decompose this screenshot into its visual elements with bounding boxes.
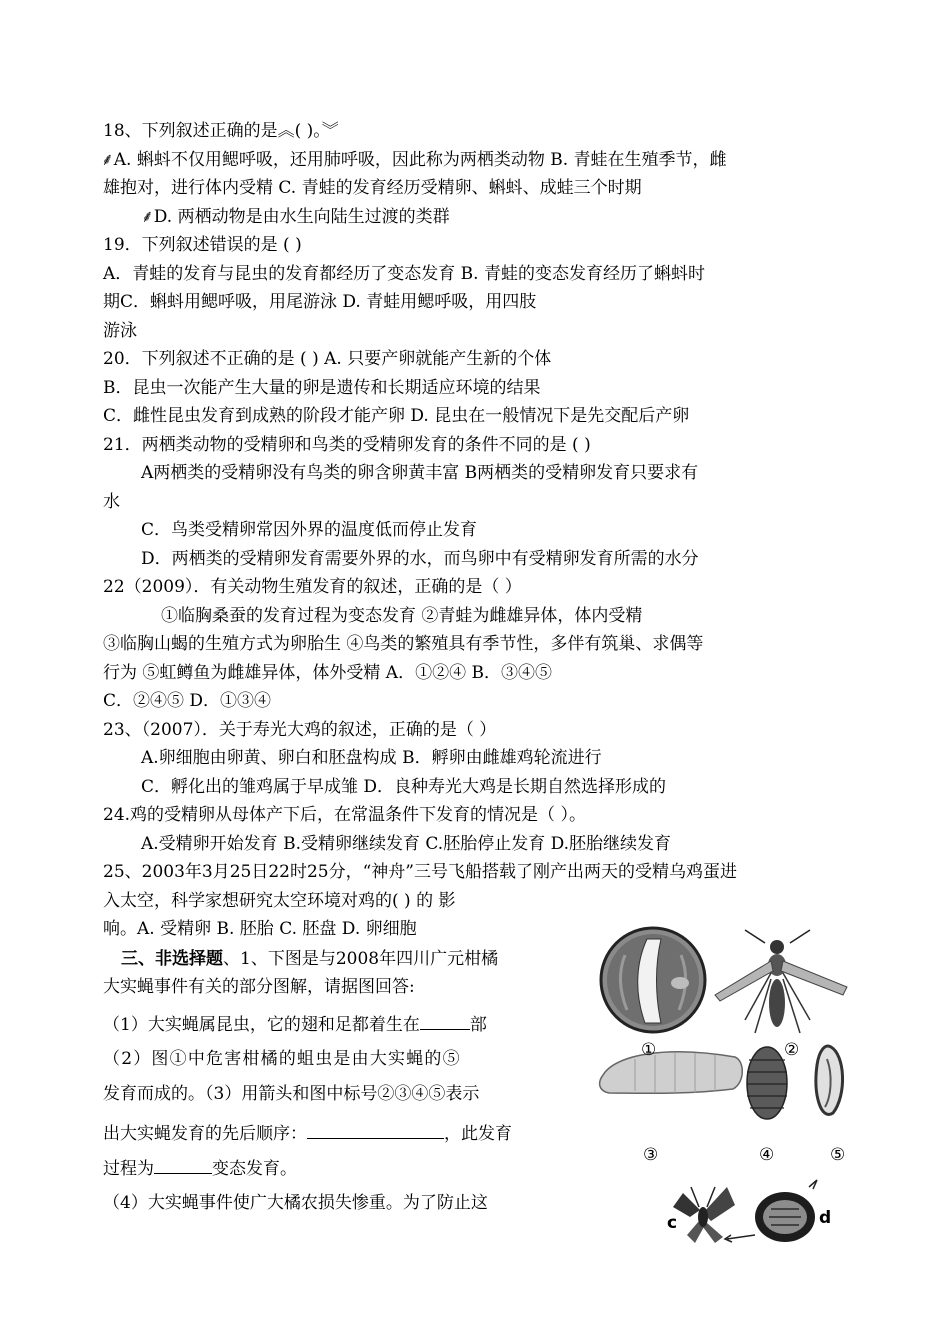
figure-label-c: c	[667, 1213, 678, 1233]
q23-line-1: A.卵细胞由卵黄、卵白和胚盘构成 B．孵卵由雌雄鸡轮流进行	[141, 748, 602, 768]
part1-line	[103, 1011, 487, 1036]
part1-suffix: 部	[469, 1015, 487, 1035]
moth-icon	[673, 1187, 735, 1243]
part2-line: （2）图①中危害柑橘的蛆虫是由大实蝇的⑤	[103, 1049, 461, 1069]
q22-line-1: ①临胸桑蚕的发育过程为变态发育 ②青蛙为雌雄异体，体内受精	[161, 606, 643, 626]
q22-line-4: C．②④⑤ D．①③④	[103, 691, 272, 711]
part4-line: （4）大实蝇事件使广大橘农损失惨重。为了防止这	[103, 1193, 488, 1213]
figure-label-3: ③	[643, 1145, 659, 1165]
q21-line-3: C．鸟类受精卵常因外界的温度低而停止发育	[141, 520, 478, 540]
section3-heading: 三、非选择题	[121, 949, 223, 969]
section3-intro	[121, 948, 498, 970]
q19-line-3: 游泳	[103, 321, 137, 341]
q21-line-4: D．两栖类的受精卵发育需要外界的水，而鸟卵中有受精卵发育所需的水分	[141, 549, 699, 569]
q20-line-2: B．昆虫一次能产生大量的卵是遗传和长期适应环境的结果	[103, 378, 541, 398]
q21-line-2: 水	[103, 492, 120, 512]
figure-label-2: ②	[784, 1040, 800, 1060]
pupa-icon	[747, 1047, 787, 1119]
answer-blank[interactable]	[307, 1120, 444, 1139]
q25-line-3: 响。A. 受精卵 B. 胚胎 C. 胚盘 D. 卵细胞	[103, 919, 417, 939]
q19-line-2: 期C．蝌蚪用鳃呼吸，用尾游泳 D. 青蛙用鳃呼吸，用四肢	[103, 292, 537, 312]
figure-label-1: ①	[641, 1040, 657, 1060]
q20-line-3: C．雌性昆虫发育到成熟的阶段才能产卵 D. 昆虫在一般情况下是先交配后产卵	[103, 406, 690, 426]
q23-stem: 23、（2007）．关于寿光大鸡的叙述，正确的是（ ）	[103, 720, 497, 740]
figure-label-d: d	[819, 1208, 832, 1228]
figure-label-4: ④	[759, 1145, 775, 1165]
q25-line-2: 入太空，科学家想研究太空环境对鸡的( ) 的 影	[103, 891, 456, 911]
section3-intro-line-2: 大实蝇事件有关的部分图解，请据图回答:	[103, 977, 415, 997]
q18-options-a-b: ⸙A. 蝌蚪不仅用鳃呼吸，还用肺呼吸，因此称为两栖类动物 B. 青蛙在生殖季节，雌	[101, 150, 727, 170]
q24-options: A.受精卵开始发育 B.受精卵继续发育 C.胚胎停止发育 D.胚胎继续发育	[141, 834, 672, 854]
q21-stem: 21．两栖类动物的受精卵和鸟类的受精卵发育的条件不同的是 ( )	[103, 435, 591, 455]
q19-stem: 19．下列叙述错误的是 ( )	[103, 235, 302, 255]
q23-line-2: C．孵化出的雏鸡属于早成雏 D．良种寿光大鸡是长期自然选择形成的	[141, 777, 667, 797]
q22-stem: 22（2009）．有关动物生殖发育的叙述，正确的是（ ）	[103, 577, 522, 597]
cocoon-icon	[755, 1192, 815, 1242]
part3-suffix: ，此发育	[444, 1124, 512, 1144]
q22-line-3: 行为 ⑤虹鳟鱼为雌雄异体，体外受精 A．①②④ B．③④⑤	[103, 663, 552, 683]
part3-text: 出大实蝇发育的先后顺序：	[103, 1124, 307, 1144]
q25-line-1: 25、2003年3月25日22时25分，“神舟”三号飞船搭载了刚产出两天的受精乌鸡蛋进	[103, 862, 737, 882]
figure-label-5: ⑤	[830, 1145, 846, 1165]
answer-blank[interactable]	[154, 1155, 212, 1174]
answer-blank[interactable]	[420, 1011, 470, 1030]
q18-stem: 18、下列叙述正确的是︽( )。︾	[103, 121, 339, 141]
q24-stem: 24.鸡的受精卵从母体产下后，在常温条件下发育的情况是（ ）。	[103, 805, 586, 825]
q21-line-1: A两栖类的受精卵没有鸟类的卵含卵黄丰富 B两栖类的受精卵发育只要求有	[141, 463, 699, 483]
part3b-text: 过程为	[103, 1159, 154, 1179]
citrus-fruit-icon	[601, 928, 705, 1032]
part2-3-line: 发育而成的。（3）用箭头和图中标号②③④⑤表示	[103, 1084, 480, 1104]
figure-drawings	[595, 925, 865, 1255]
section3-intro-text: 、1、下图是与2008年四川广元柑橘	[223, 949, 499, 969]
q18-options-b-c: 雄抱对，进行体内受精 C. 青蛙的发育经历受精卵、蝌蚪、成蛙三个时期	[103, 178, 642, 198]
part3-line	[103, 1120, 512, 1145]
part1-text: （1）大实蝇属昆虫，它的翅和足都着生在	[103, 1015, 420, 1035]
adult-fly-icon	[715, 930, 847, 1033]
larva-icon	[600, 1052, 743, 1094]
q20-line-1: 20．下列叙述不正确的是 ( ) A. 只要产卵就能产生新的个体	[103, 349, 552, 369]
q18-option-d: ⸙D. 两栖动物是由水生向陆生过渡的类群	[141, 207, 450, 227]
egg-icon	[816, 1046, 843, 1114]
part3b-suffix: 变态发育。	[212, 1159, 297, 1179]
part3b-line	[103, 1155, 297, 1180]
fruit-fly-figure	[595, 925, 865, 1255]
q22-line-2: ③临胸山蝎的生殖方式为卵胎生 ④鸟类的繁殖具有季节性，多伴有筑巢、求偶等	[103, 634, 704, 654]
q19-line-1: A．青蛙的发育与昆虫的发育都经历了变态发育 B. 青蛙的变态发育经历了蝌蚪时	[103, 264, 705, 284]
